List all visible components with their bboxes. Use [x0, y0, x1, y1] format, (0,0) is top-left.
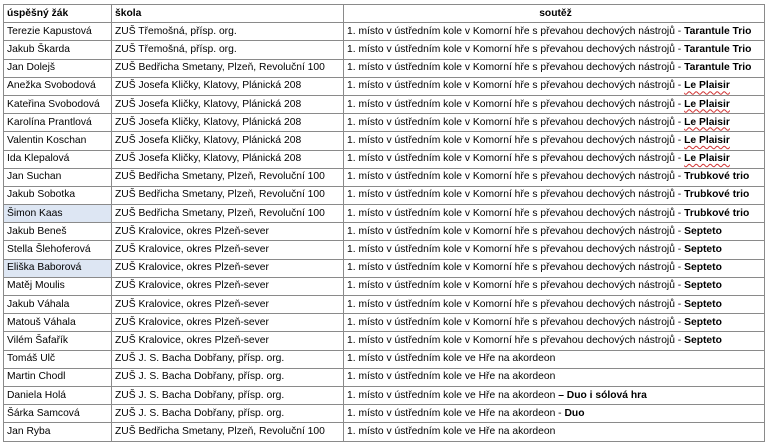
student-name-cell[interactable] — [4, 277, 112, 295]
table-row — [4, 332, 765, 350]
student-name-cell[interactable] — [4, 23, 112, 41]
competition-cell[interactable] — [344, 168, 765, 186]
student-name: Kateřina Svobodová — [7, 98, 100, 110]
header-school[interactable]: škola — [112, 5, 344, 23]
school-cell[interactable] — [112, 368, 344, 386]
school-cell[interactable] — [112, 23, 344, 41]
student-name-cell[interactable] — [4, 95, 112, 113]
table-row — [4, 186, 765, 204]
student-name-cell[interactable] — [4, 241, 112, 259]
student-name: Matouš Váhala — [7, 316, 76, 328]
table-row — [4, 59, 765, 77]
ensemble-name: – Duo i sólová hra — [558, 389, 647, 401]
competition-text: 1. místo v ústředním kole v Komorní hře s převahou dechových nástrojů - — [347, 280, 685, 292]
student-name: Stella Šlehoferová — [7, 244, 91, 256]
student-name-cell[interactable] — [4, 41, 112, 59]
student-name-cell[interactable] — [4, 386, 112, 404]
table-row — [4, 277, 765, 295]
school-cell[interactable] — [112, 259, 344, 277]
ensemble-name: Le Plaisir — [684, 153, 730, 165]
school-name: ZUŠ Kralovice, okres Plzeň-sever — [115, 262, 269, 274]
school-cell[interactable] — [112, 95, 344, 113]
school-name: ZUŠ Třemošná, přísp. org. — [115, 43, 237, 55]
student-name: Jan Dolejš — [7, 62, 56, 74]
school-cell[interactable] — [112, 150, 344, 168]
ensemble-name: Septeto — [684, 298, 722, 310]
student-name-cell[interactable] — [4, 114, 112, 132]
table-row — [4, 241, 765, 259]
competition-text: 1. místo v ústředním kole v Komorní hře s převahou dechových nástrojů - — [347, 171, 685, 183]
school-name: ZUŠ Kralovice, okres Plzeň-sever — [115, 280, 269, 292]
student-name: Jakub Sobotka — [7, 189, 76, 201]
student-name-cell[interactable] — [4, 259, 112, 277]
school-cell[interactable] — [112, 114, 344, 132]
school-cell[interactable] — [112, 386, 344, 404]
student-name-cell[interactable] — [4, 186, 112, 204]
school-cell[interactable] — [112, 132, 344, 150]
competition-cell[interactable] — [344, 423, 765, 441]
student-name-cell[interactable] — [4, 59, 112, 77]
student-name-cell[interactable] — [4, 350, 112, 368]
student-name-cell[interactable] — [4, 314, 112, 332]
competition-cell[interactable] — [344, 368, 765, 386]
table-row — [4, 95, 765, 113]
competition-cell[interactable] — [344, 405, 765, 423]
school-cell[interactable] — [112, 423, 344, 441]
ensemble-name: Septeto — [684, 316, 722, 328]
school-name: ZUŠ Bedřicha Smetany, Plzeň, Revoluční 100 — [115, 207, 325, 219]
table-row — [4, 77, 765, 95]
ensemble-name: Le Plaisir — [684, 80, 730, 92]
student-name-cell[interactable] — [4, 205, 112, 223]
competition-cell[interactable] — [344, 277, 765, 295]
competition-cell[interactable] — [344, 386, 765, 404]
ensemble-name: Trubkové trio — [684, 189, 750, 201]
student-name-cell[interactable] — [4, 368, 112, 386]
school-name: ZUŠ Josefa Kličky, Klatovy, Plánická 208 — [115, 98, 302, 110]
student-name: Šimon Kaas — [7, 207, 63, 219]
competition-text: 1. místo v ústředním kole v Komorní hře s převahou dechových nástrojů - — [347, 207, 685, 219]
student-name: Matěj Moulis — [7, 280, 65, 292]
competition-text: 1. místo v ústředním kole v Komorní hře s převahou dechových nástrojů - — [347, 98, 685, 110]
competition-text: 1. místo v ústředním kole ve Hře na akordeon — [347, 371, 556, 383]
table-row — [4, 205, 765, 223]
school-cell[interactable] — [112, 77, 344, 95]
student-name-cell[interactable] — [4, 77, 112, 95]
school-name: ZUŠ J. S. Bacha Dobřany, přísp. org. — [115, 353, 285, 365]
student-name-cell[interactable] — [4, 405, 112, 423]
student-name-cell[interactable] — [4, 168, 112, 186]
ensemble-name: Tarantule Trio — [684, 25, 752, 37]
competition-cell[interactable] — [344, 77, 765, 95]
school-name: ZUŠ Bedřicha Smetany, Plzeň, Revoluční 100 — [115, 62, 325, 74]
competition-cell[interactable] — [344, 296, 765, 314]
competition-text: 1. místo v ústředním kole ve Hře na akordeon - — [347, 407, 565, 419]
school-cell[interactable] — [112, 241, 344, 259]
competition-text: 1. místo v ústředním kole v Komorní hře s převahou dechových nástrojů - — [347, 262, 685, 274]
table-row — [4, 314, 765, 332]
competition-cell[interactable] — [344, 223, 765, 241]
table-row — [4, 150, 765, 168]
school-cell[interactable] — [112, 223, 344, 241]
student-name: Daniela Holá — [7, 389, 66, 401]
ensemble-name: Tarantule Trio — [684, 43, 752, 55]
competition-cell[interactable] — [344, 241, 765, 259]
school-cell[interactable] — [112, 405, 344, 423]
student-name: Martin Chodl — [7, 371, 66, 383]
competition-text: 1. místo v ústředním kole v Komorní hře s převahou dechových nástrojů - — [347, 153, 685, 165]
competition-cell[interactable] — [344, 41, 765, 59]
student-name: Jakub Beneš — [7, 225, 67, 237]
school-name: ZUŠ J. S. Bacha Dobřany, přísp. org. — [115, 371, 285, 383]
student-name-cell[interactable] — [4, 223, 112, 241]
ensemble-name: Septeto — [684, 225, 722, 237]
competition-cell[interactable] — [344, 350, 765, 368]
competition-cell[interactable] — [344, 95, 765, 113]
table-row — [4, 132, 765, 150]
school-name: ZUŠ Josefa Kličky, Klatovy, Plánická 208 — [115, 153, 302, 165]
competition-text: 1. místo v ústředním kole v Komorní hře s převahou dechových nástrojů - — [347, 116, 685, 128]
competition-text: 1. místo v ústředním kole v Komorní hře s převahou dechových nástrojů - — [347, 316, 685, 328]
ensemble-name: Septeto — [684, 280, 722, 292]
school-cell[interactable] — [112, 314, 344, 332]
student-name: Valentin Koschan — [7, 134, 87, 146]
table-row — [4, 23, 765, 41]
student-name: Tomáš Ulč — [7, 353, 56, 365]
school-cell[interactable] — [112, 41, 344, 59]
ensemble-name: Duo — [564, 407, 585, 419]
student-name: Karolína Prantlová — [7, 116, 92, 128]
competition-text: 1. místo v ústředním kole v Komorní hře s převahou dechových nástrojů - — [347, 62, 685, 74]
competition-text: 1. místo v ústředním kole v Komorní hře s převahou dechových nástrojů - — [347, 244, 685, 256]
school-cell[interactable] — [112, 277, 344, 295]
student-name: Jan Suchan — [7, 171, 62, 183]
competition-cell[interactable] — [344, 186, 765, 204]
student-name-cell[interactable] — [4, 332, 112, 350]
school-cell[interactable] — [112, 350, 344, 368]
school-name: ZUŠ Kralovice, okres Plzeň-sever — [115, 244, 269, 256]
table-row — [4, 423, 765, 441]
school-cell[interactable] — [112, 332, 344, 350]
table-row — [4, 114, 765, 132]
competition-text: 1. místo v ústředním kole v Komorní hře s převahou dechových nástrojů - — [347, 298, 685, 310]
competition-cell[interactable] — [344, 59, 765, 77]
table-row — [4, 296, 765, 314]
student-name-cell[interactable] — [4, 150, 112, 168]
student-name: Ida Klepalová — [7, 153, 70, 165]
school-name: ZUŠ Kralovice, okres Plzeň-sever — [115, 298, 269, 310]
school-cell[interactable] — [112, 168, 344, 186]
competition-text: 1. místo v ústředním kole v Komorní hře s převahou dechových nástrojů - — [347, 134, 685, 146]
ensemble-name: Trubkové trio — [684, 171, 750, 183]
school-name: ZUŠ Kralovice, okres Plzeň-sever — [115, 334, 269, 346]
header-competition[interactable]: soutěž — [344, 5, 765, 23]
competition-cell[interactable] — [344, 314, 765, 332]
school-name: ZUŠ Třemošná, přísp. org. — [115, 25, 237, 37]
school-name: ZUŠ Bedřicha Smetany, Plzeň, Revoluční 100 — [115, 425, 325, 437]
competition-text: 1. místo v ústředním kole ve Hře na akordeon — [347, 425, 556, 437]
table-row — [4, 168, 765, 186]
competition-cell[interactable] — [344, 259, 765, 277]
school-name: ZUŠ Kralovice, okres Plzeň-sever — [115, 316, 269, 328]
student-name: Jakub Škarda — [7, 43, 70, 55]
student-name-cell[interactable] — [4, 423, 112, 441]
ensemble-name: Le Plaisir — [684, 134, 730, 146]
competition-text: 1. místo v ústředním kole v Komorní hře s převahou dechových nástrojů - — [347, 225, 685, 237]
competition-cell[interactable] — [344, 132, 765, 150]
table-row — [4, 368, 765, 386]
ensemble-name: Trubkové trio — [684, 207, 750, 219]
school-name: ZUŠ Bedřicha Smetany, Plzeň, Revoluční 100 — [115, 189, 325, 201]
school-name: ZUŠ Bedřicha Smetany, Plzeň, Revoluční 100 — [115, 171, 325, 183]
ensemble-name: Le Plaisir — [684, 98, 730, 110]
school-name: ZUŠ J. S. Bacha Dobřany, přísp. org. — [115, 389, 285, 401]
student-name-cell[interactable] — [4, 132, 112, 150]
school-name: ZUŠ J. S. Bacha Dobřany, přísp. org. — [115, 407, 285, 419]
competition-text: 1. místo v ústředním kole v Komorní hře s převahou dechových nástrojů - — [347, 189, 685, 201]
school-cell[interactable] — [112, 59, 344, 77]
competition-text: 1. místo v ústředním kole v Komorní hře s převahou dechových nástrojů - — [347, 80, 685, 92]
ensemble-name: Septeto — [684, 262, 722, 274]
table-row — [4, 259, 765, 277]
competition-text: 1. místo v ústředním kole ve Hře na akordeon — [347, 389, 559, 401]
ensemble-name: Le Plaisir — [684, 116, 730, 128]
table-row — [4, 350, 765, 368]
table-body — [4, 23, 765, 441]
school-cell[interactable] — [112, 296, 344, 314]
school-name: ZUŠ Josefa Kličky, Klatovy, Plánická 208 — [115, 80, 302, 92]
ensemble-name: Septeto — [684, 244, 722, 256]
header-row — [4, 5, 765, 23]
table-row — [4, 223, 765, 241]
table-row — [4, 386, 765, 404]
competition-cell[interactable] — [344, 205, 765, 223]
competition-cell[interactable] — [344, 114, 765, 132]
competition-text: 1. místo v ústředním kole v Komorní hře s převahou dechových nástrojů - — [347, 43, 685, 55]
school-name: ZUŠ Josefa Kličky, Klatovy, Plánická 208 — [115, 134, 302, 146]
header-student[interactable]: úspěšný žák — [4, 5, 112, 23]
students-table — [3, 4, 765, 442]
student-name: Vilém Šafařík — [7, 334, 69, 346]
student-name: Eliška Baborová — [7, 262, 82, 274]
student-name: Jan Ryba — [7, 425, 51, 437]
table-row — [4, 405, 765, 423]
competition-text: 1. místo v ústředním kole ve Hře na akordeon — [347, 353, 556, 365]
competition-cell[interactable] — [344, 23, 765, 41]
school-name: ZUŠ Kralovice, okres Plzeň-sever — [115, 225, 269, 237]
competition-cell[interactable] — [344, 332, 765, 350]
table-row — [4, 41, 765, 59]
ensemble-name: Septeto — [684, 334, 722, 346]
student-name: Šárka Samcová — [7, 407, 80, 419]
student-name: Terezie Kapustová — [7, 25, 92, 37]
student-name-cell[interactable] — [4, 296, 112, 314]
ensemble-name: Tarantule Trio — [684, 62, 752, 74]
student-name: Anežka Svobodová — [7, 80, 96, 92]
school-cell[interactable] — [112, 205, 344, 223]
competition-text: 1. místo v ústředním kole v Komorní hře s převahou dechových nástrojů - — [347, 25, 685, 37]
competition-text: 1. místo v ústředním kole v Komorní hře s převahou dechových nástrojů - — [347, 334, 685, 346]
competition-cell[interactable] — [344, 150, 765, 168]
student-name: Jakub Váhala — [7, 298, 70, 310]
school-cell[interactable] — [112, 186, 344, 204]
school-name: ZUŠ Josefa Kličky, Klatovy, Plánická 208 — [115, 116, 302, 128]
